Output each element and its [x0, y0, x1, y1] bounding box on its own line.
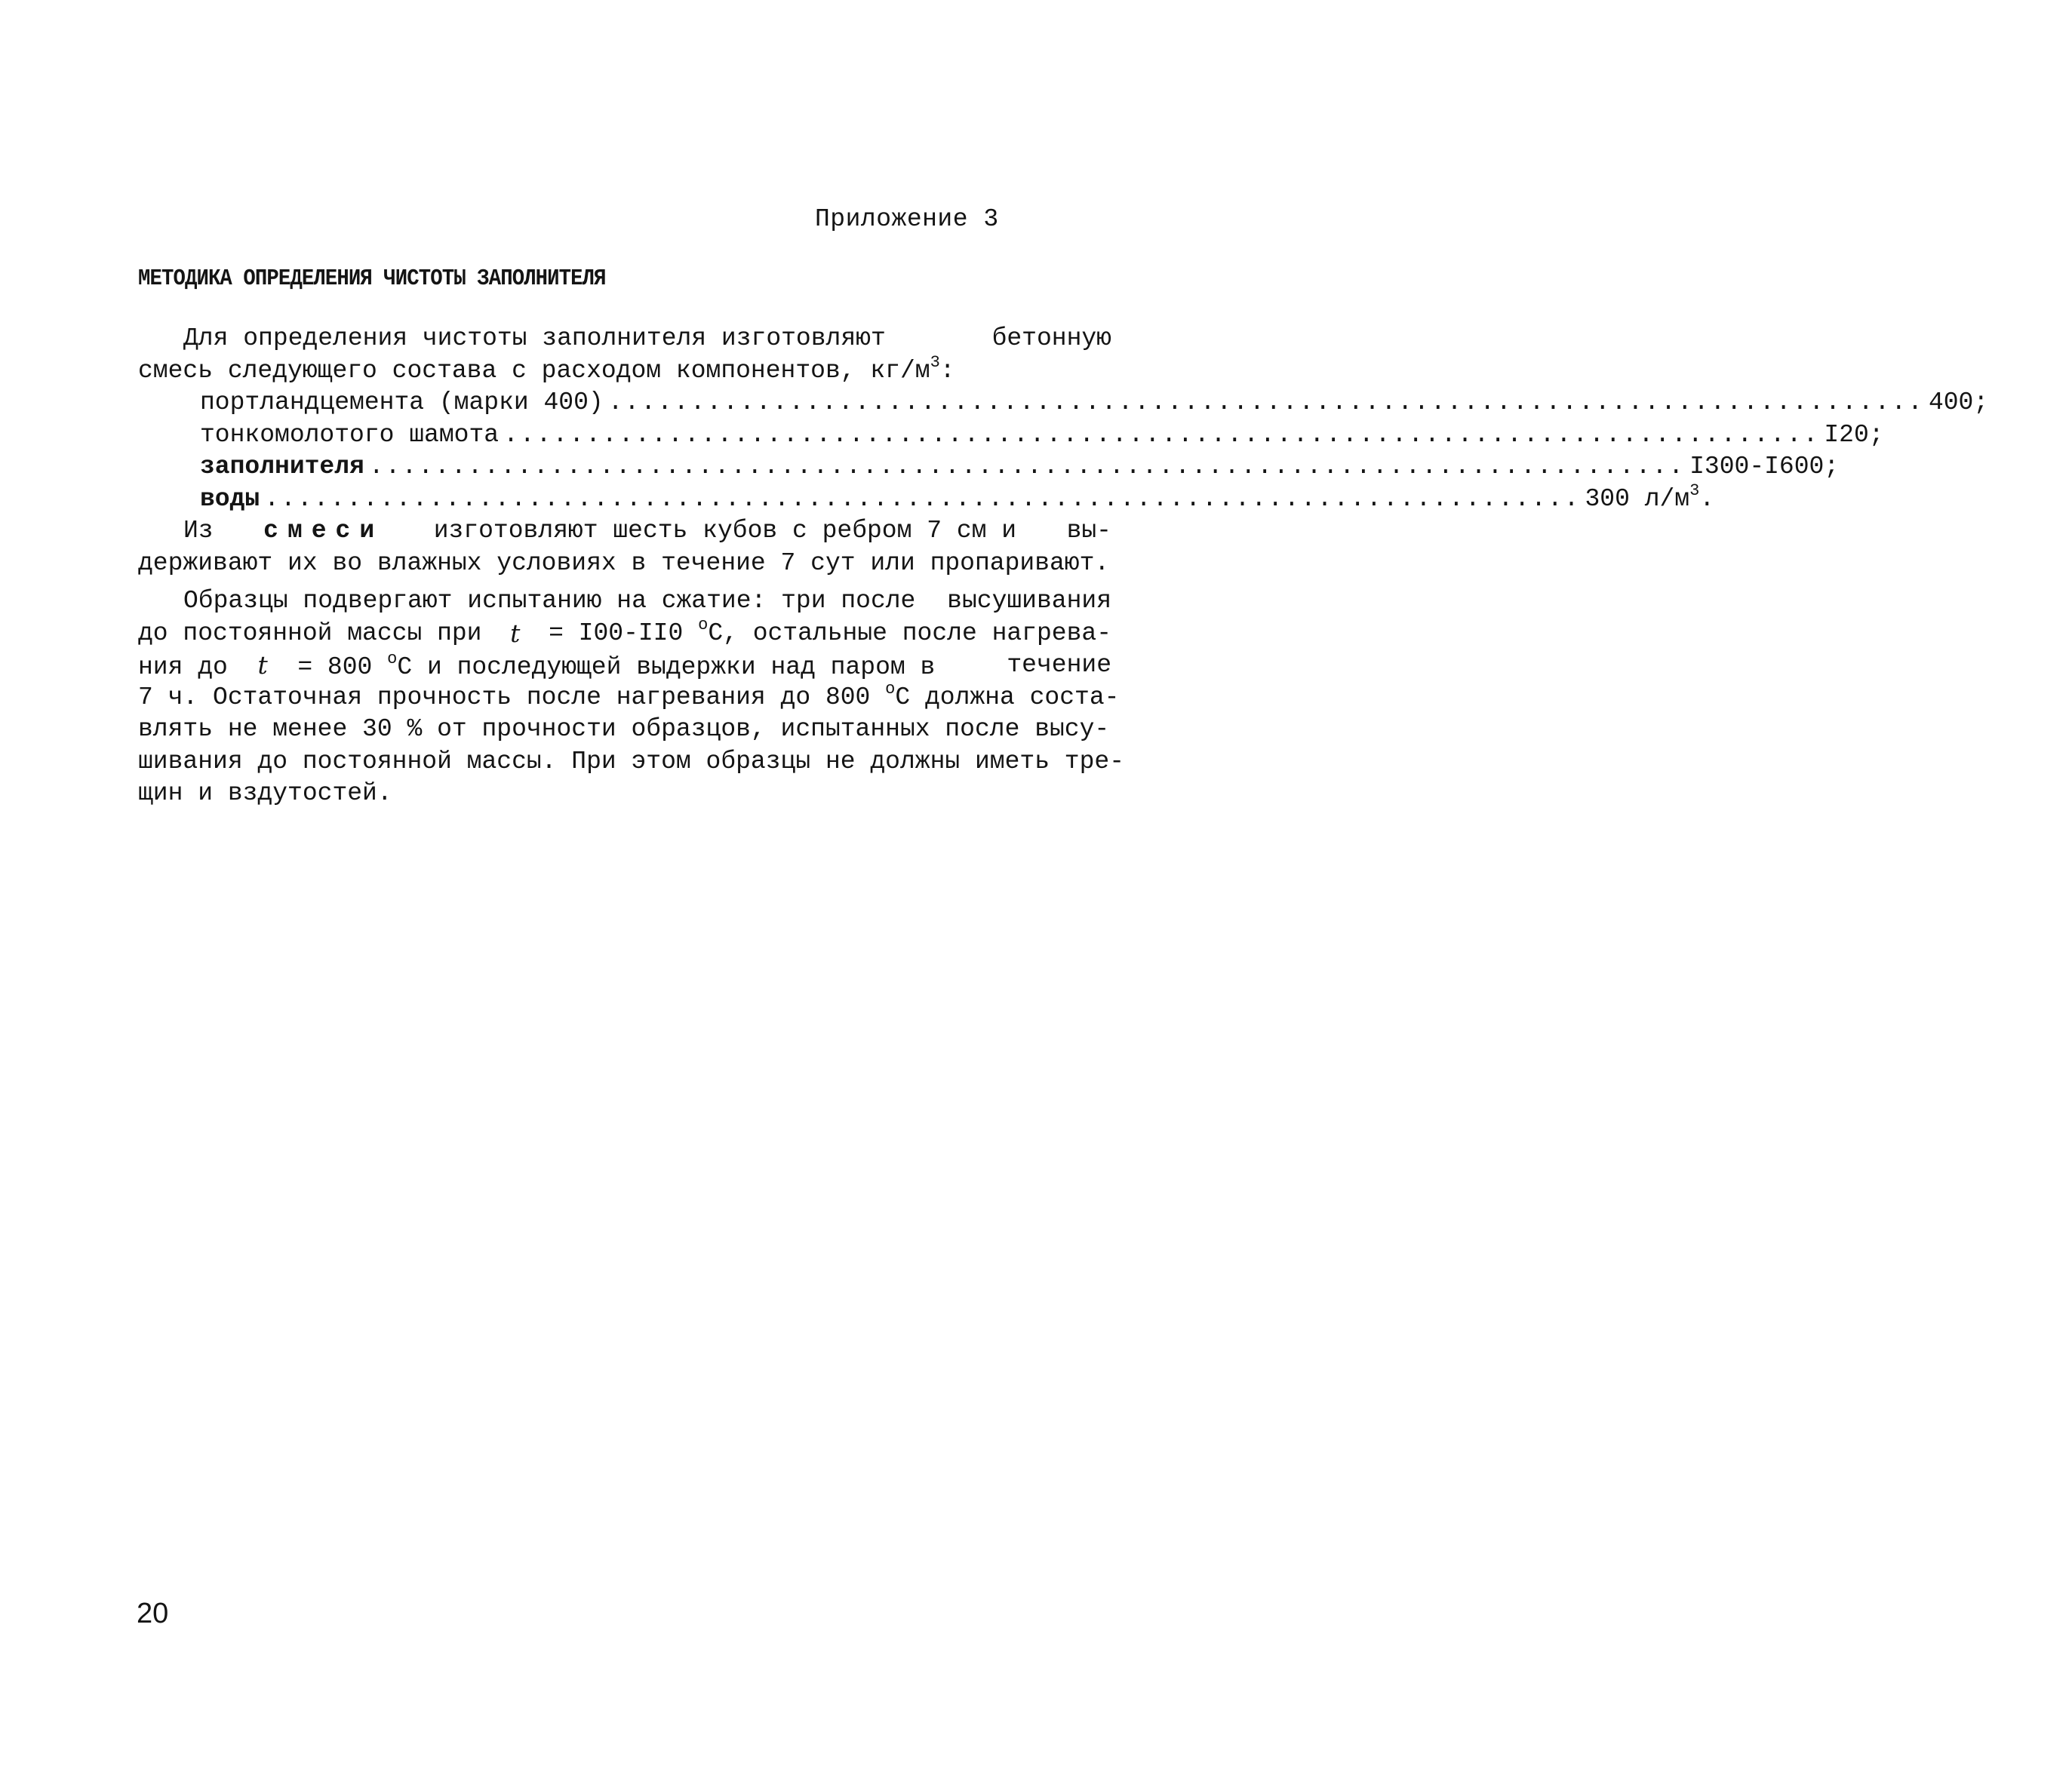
para2-line-1-end: вы-: [1066, 517, 1111, 545]
intro-line-2-text: смесь следующего состава с расходом компонентов, кг/м: [138, 356, 930, 385]
component-value-tail: .: [1699, 484, 1715, 513]
intro-line-1-text: Для определения чистоты заполнителя изготовляют: [183, 324, 886, 352]
component-row: [153, 451, 1840, 484]
para3-line-3-a: [138, 649, 935, 682]
page-number: 20: [137, 1598, 169, 1629]
para3-line-6: шивания до постоянной массы. При этом образцы не должны иметь тре-: [138, 747, 1125, 775]
body-text: [138, 323, 1989, 810]
component-value: [1824, 419, 1967, 452]
para3-line-3-c: С и последующей выдержки над паром в: [397, 653, 936, 681]
component-value: [1585, 481, 1728, 516]
para3-line-2-c: С, остальные после нагрева-: [708, 619, 1111, 647]
para3-line-5: влять не менее 30 % от прочности образцов, испытанных после высу-: [138, 715, 1110, 743]
para3-line-3: [138, 649, 1111, 682]
para3-line-2-a: до постоянной массы при: [138, 619, 482, 647]
intro-line-2-end: :: [939, 356, 955, 385]
degree-sup: о: [885, 679, 896, 699]
para3-line-4: [138, 679, 1120, 714]
temperature-symbol: t: [257, 650, 268, 680]
para3-line-7: щин и вздутостей.: [138, 779, 392, 807]
para2-line-2: держивают их во влажных условиях в течение 7 сут или пропаривают.: [138, 548, 1110, 577]
appendix-label: Приложение 3: [815, 205, 999, 233]
temperature-value: = 800: [297, 653, 373, 681]
component-row: [153, 419, 1884, 452]
temperature-range: = I00-II0: [549, 619, 684, 647]
para2-word-smesi: смеси: [263, 517, 384, 545]
component-row: [153, 387, 1989, 419]
dot-leader: ................................................................................: [503, 420, 1820, 449]
dot-leader: ................................................................................: [607, 388, 1924, 416]
degree-sup: о: [698, 615, 709, 634]
dot-leader: ................................................................................: [264, 484, 1581, 513]
degree-sup: о: [387, 649, 398, 668]
para3-line-1-text: Образцы подвергают испытанию на сжатие: три после: [183, 587, 916, 615]
para3-line-2: [138, 615, 1111, 650]
component-row: [153, 481, 1715, 516]
para3-line-4-a: 7 ч. Остаточная прочность после нагревания до 800: [138, 683, 871, 711]
component-value-text: I20;: [1824, 420, 1884, 449]
dot-leader: ................................................................................: [368, 453, 1686, 481]
component-value-text: I300-I600;: [1689, 453, 1840, 481]
para2-line-1: [138, 515, 1111, 548]
component-value-sup: 3: [1689, 481, 1700, 500]
para3-line-3-a-text: ния до: [138, 653, 228, 681]
component-name: заполнителя: [200, 453, 364, 481]
intro-line-2: [138, 352, 1111, 388]
intro-line-2-sup: 3: [930, 352, 940, 372]
para3-line-4-b: С должна соста-: [895, 683, 1120, 711]
para3-line-1-end: высушивания: [947, 587, 1111, 615]
para3-line-3-end: течение: [1007, 651, 1111, 679]
intro-line-1: [138, 323, 1111, 355]
para2-word-iz: Из: [183, 517, 214, 545]
component-value-text: 400;: [1928, 388, 1989, 416]
para3-line-1: [138, 585, 1111, 618]
component-value-text: 300 л/м: [1585, 484, 1690, 513]
component-value: [1929, 387, 2072, 419]
component-name: тонкомолотого шамота: [200, 420, 500, 449]
component-value: [1689, 451, 1839, 484]
intro-line-1-end: бетонную: [991, 324, 1111, 352]
document-title: МЕТОДИКА ОПРЕДЕЛЕНИЯ ЧИСТОТЫ ЗАПОЛНИТЕЛЯ: [138, 266, 606, 292]
para2-line-1-mid: изготовляют шесть кубов с ребром 7 см и: [433, 517, 1017, 545]
para3-line-2-b: [549, 615, 1111, 650]
temperature-symbol: t: [510, 618, 521, 648]
component-name: воды: [200, 484, 260, 513]
component-name: портландцемента (марки 400): [200, 388, 604, 416]
